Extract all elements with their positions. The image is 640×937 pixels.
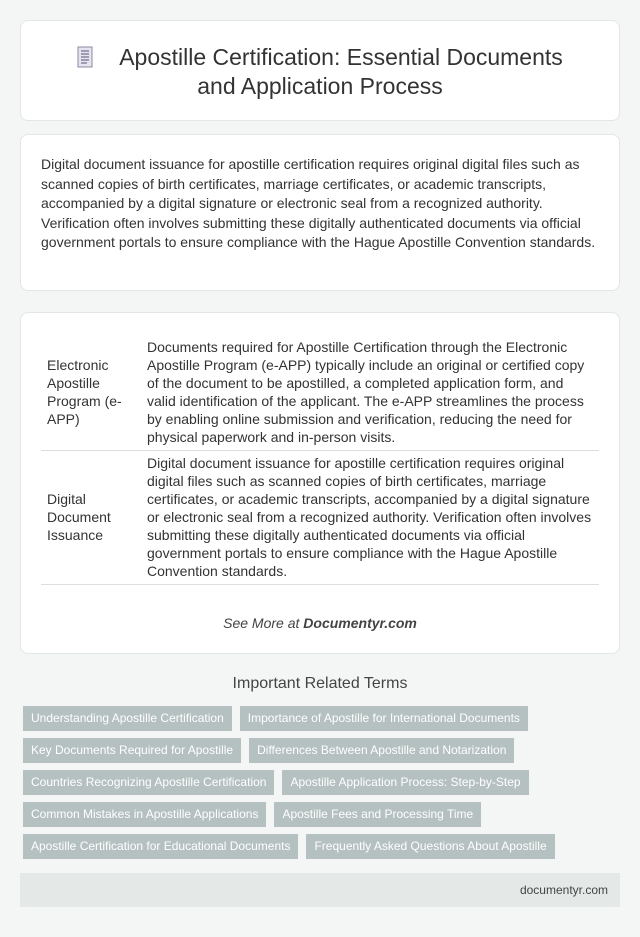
table-row <box>41 451 599 585</box>
tag-row <box>23 770 623 802</box>
documents-table <box>41 335 599 585</box>
related-terms-tags <box>23 706 623 866</box>
description-cell: Digital document issuance for apostille certification requires original digital files such as scanned copies of birth certificates, marriage certificates, or academic transcripts, accompanied by a digital signature or electronic seal from a recognized authority. Verification often involves submitting these digitally authenticated documents via official government portals to ensure compliance with the Hague Apostille Convention standards. <box>147 455 592 579</box>
related-term-tag[interactable]: Key Documents Required for Apostille <box>23 738 241 763</box>
title-card <box>20 20 620 121</box>
document-icon <box>77 46 93 68</box>
see-more-prefix: See More at <box>223 615 304 631</box>
related-terms-heading: Important Related Terms <box>232 675 408 692</box>
title-line-2: and Application Process <box>197 73 443 99</box>
related-term-tag[interactable]: Frequently Asked Questions About Apostille <box>306 834 554 859</box>
related-term-tag[interactable]: Apostille Fees and Processing Time <box>274 802 481 827</box>
tag-row <box>23 834 623 866</box>
intro-card <box>20 134 620 291</box>
tag-row <box>23 738 623 770</box>
related-term-tag[interactable]: Understanding Apostille Certification <box>23 706 232 731</box>
footer <box>20 873 620 907</box>
see-more-line <box>21 615 619 631</box>
table-row <box>41 335 599 451</box>
related-term-tag[interactable]: Common Mistakes in Apostille Applications <box>23 802 266 827</box>
related-term-tag[interactable]: Differences Between Apostille and Notarization <box>249 738 514 763</box>
tag-row <box>23 802 623 834</box>
term-cell: Digital Document Issuance <box>47 491 111 543</box>
page-title <box>21 43 619 101</box>
intro-paragraph: Digital document issuance for apostille certification requires original digital files such as scanned copies of birth certificates, marriage certificates, or academic transcripts, accompanied by a digital signature or electronic seal from a recognized authority. Verification often involves submitting these digitally authenticated documents via official government portals to ensure compliance with the Hague Apostille Convention standards. <box>41 156 596 250</box>
title-line-1: Apostille Certification: Essential Documents <box>119 44 563 70</box>
related-term-tag[interactable]: Importance of Apostille for International Documents <box>240 706 528 731</box>
documents-table-card <box>20 312 620 654</box>
related-term-tag[interactable]: Apostille Certification for Educational Documents <box>23 834 298 859</box>
term-cell: Electronic Apostille Program (e-APP) <box>47 357 122 427</box>
footer-site-link[interactable]: documentyr.com <box>519 883 608 897</box>
related-term-tag[interactable]: Countries Recognizing Apostille Certification <box>23 770 274 795</box>
related-term-tag[interactable]: Apostille Application Process: Step-by-Step <box>282 770 528 795</box>
see-more-link[interactable]: Documentyr.com <box>303 615 417 631</box>
description-cell: Documents required for Apostille Certification through the Electronic Apostille Program (e-APP) typically include an original or certified copy of the document to be apostilled, a completed application form, and valid identification of the applicant. The e-APP streamlines the process by enabling online submission and verification, reducing the need for physical paperwork and in-person visits. <box>147 339 585 445</box>
tag-row <box>23 706 623 738</box>
